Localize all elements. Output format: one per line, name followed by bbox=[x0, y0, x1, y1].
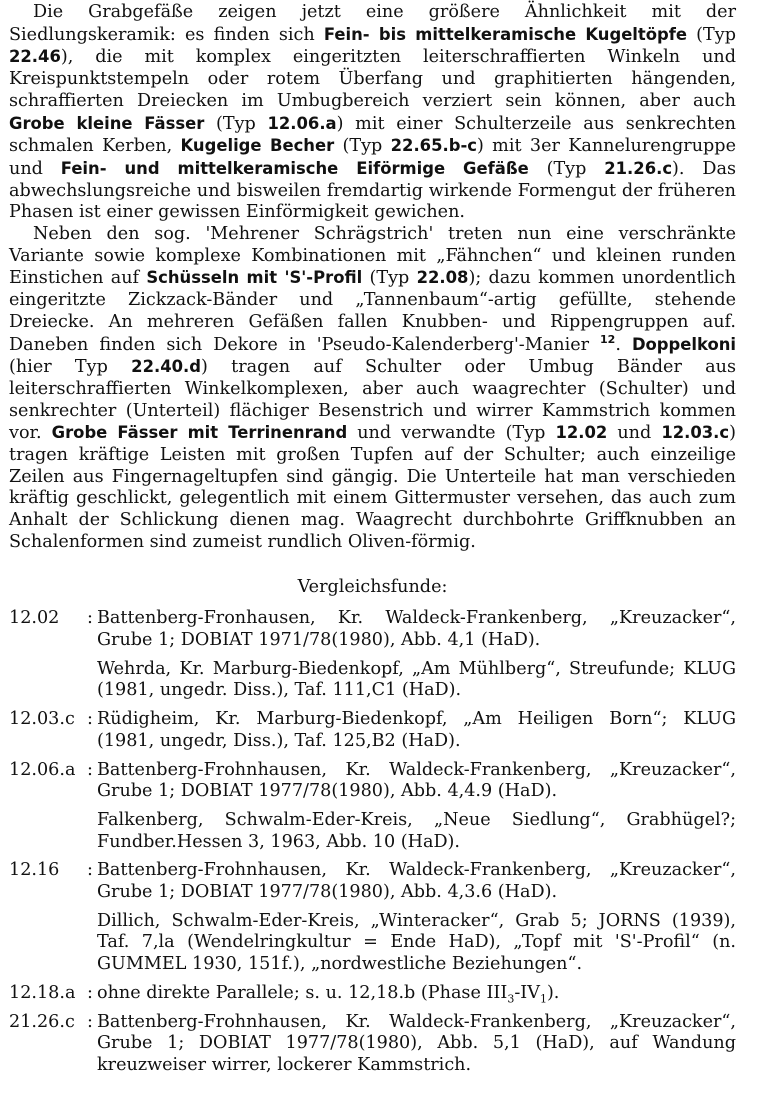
reference-line bbox=[97, 1012, 736, 1077]
text-run: (Typ bbox=[528, 158, 605, 179]
reference-line bbox=[97, 760, 736, 803]
comparison-entry bbox=[9, 709, 736, 752]
text-run: Battenberg-Frohnhausen, Kr. Waldeck-Frankenberg, „Kreuzacker“, Grube 1; DOBIAT 1977/78(1980), Abb. 5,1 (HaD), auf Wandung kreuzweiser wirrer, lockerer Kammstrich. bbox=[97, 1011, 736, 1075]
comparison-entry bbox=[9, 860, 736, 976]
separator-colon: : bbox=[87, 709, 93, 730]
text-run: ). Das abwechslungsreiche und bisweilen fremdartig wirkende Formengut der früheren Phasen ist einer gewissen Einförmigkeit gewichen. bbox=[9, 158, 736, 223]
entry-references bbox=[97, 983, 736, 1005]
section-heading: Vergleichsfunde: bbox=[297, 576, 448, 597]
text-run: Die Grabgefäße zeigen jetzt eine größere Ähnlichkeit mit der Siedlungskeramik: es finden sich bbox=[9, 2, 736, 45]
text-run: ) mit 3er Kannelurengruppe und bbox=[9, 136, 736, 179]
text-run: Falkenberg, Schwalm-Eder-Kreis, „Neue Siedlung“, Grabhügel?; Fundber.Hessen 3, 1963, Abb. 10 (HaD). bbox=[97, 809, 736, 852]
bold-term: Fein- und mittelkeramische Eiförmige Gefäße bbox=[60, 158, 529, 178]
paragraph bbox=[9, 224, 736, 554]
text-run: ohne direkte Parallele; s. u. 12,18.b (Phase III bbox=[97, 982, 508, 1003]
bold-term: Doppelkoni bbox=[631, 334, 737, 354]
text-run: ) tragen auf Schulter oder Umbug Bänder aus leiterschraffierten Winkelkomplexen, aber auch waagrechter (Schulter) und senkrechter (Unterteil) flächiger Besenstrich und wirrer Kammstrich kommen vor. bbox=[9, 357, 736, 444]
entry-references bbox=[97, 1012, 736, 1077]
type-number: 12.02 bbox=[9, 608, 60, 629]
bold-term: 22.46 bbox=[9, 47, 61, 67]
bold-term: Fein- bis mittelkeramische Kugeltöpfe bbox=[323, 24, 687, 44]
entry-references bbox=[97, 760, 736, 854]
text-run: und bbox=[607, 423, 662, 444]
text-run: Neben den sog. 'Mehrener Schrägstrich' treten nun eine verschränkte Variante sowie komplexe Kombinationen mit „Fähnchen“ und kleinen runden Einstichen auf bbox=[9, 224, 736, 289]
type-number: 12.03.c bbox=[9, 709, 75, 730]
reference-line bbox=[97, 709, 736, 752]
bold-term: Schüsseln mit 'S'-Profil bbox=[146, 268, 363, 288]
subscript: 1 bbox=[539, 992, 547, 1006]
comparison-list bbox=[9, 608, 736, 1076]
bold-term: 22.08 bbox=[416, 268, 469, 288]
text-run: . bbox=[615, 334, 632, 355]
text-run: ) mit einer Schulterzeile aus senkrechten schmalen Kerben, bbox=[9, 113, 736, 157]
bold-term: 22.65.b-c bbox=[390, 136, 477, 156]
text-run: Rüdigheim, Kr. Marburg-Biedenkopf, „Am Heiligen Born“; KLUG (1981, ungedr, Diss.), Taf. 125,B2 (HaD). bbox=[97, 709, 736, 751]
text-run: (Typ bbox=[334, 136, 391, 157]
text-run: Battenberg-Fronhausen, Kr. Waldeck-Frankenberg, „Kreuzacker“, Grube 1; DOBIAT 1971/78(1980), Abb. 4,1 (HaD). bbox=[97, 608, 736, 650]
bold-term: 12.06.a bbox=[267, 113, 337, 133]
bold-term: 21.26.c bbox=[604, 158, 673, 178]
subscript: 3 bbox=[507, 992, 515, 1006]
entry-references bbox=[97, 608, 736, 702]
footnote-ref: 12 bbox=[600, 332, 616, 346]
bold-term: Grobe Fässer mit Terrinenrand bbox=[51, 423, 348, 443]
text-run: -IV bbox=[514, 982, 540, 1003]
text-run: ) tragen kräftige Leisten mit großen Tupfen auf der Schulter; auch einzeilige Zeilen aus Fingernageltupfen sind gängig. Die Unterteile hat man verschieden kräftig geschlickt, gelegentlich mit einem Gittermuster versehen, das auch zum Anhalt der Schlickung dienen mag. Waagrecht durchbohrte Griffknubben an Schalenformen sind zumeist rundlich Oliven-förmig. bbox=[9, 423, 736, 552]
comparison-entry bbox=[9, 760, 736, 854]
entry-references bbox=[97, 709, 736, 752]
comparison-entry bbox=[9, 983, 736, 1005]
text-run: (Typ bbox=[687, 24, 736, 45]
separator-colon: : bbox=[87, 759, 93, 780]
bold-term: 12.03.c bbox=[661, 423, 730, 443]
text-run: Dillich, Schwalm-Eder-Kreis, „Winteracker“, Grab 5; JORNS (1939), Taf. 7,la (Wendelringkultur = Ende HaD), „Topf mit 'S'-Profil“ (n. GUMMEL 1930, 151f.), „nordwestliche Beziehungen“. bbox=[97, 910, 736, 975]
comparison-entry bbox=[9, 608, 736, 702]
document-page bbox=[9, 2, 736, 1084]
text-run: (Typ bbox=[362, 268, 417, 289]
text-run: ), die mit komplex eingeritzten leiterschraffierten Winkeln und Kreispunktstempeln oder rotem Überfang und graphitierten hängenden, schraffierten Dreiecken im Umbugbereich verziert sein können, aber auch bbox=[9, 47, 736, 111]
reference-line bbox=[97, 608, 736, 651]
bold-term: Grobe kleine Fässer bbox=[9, 113, 205, 133]
type-number: 12.06.a bbox=[9, 759, 76, 780]
bold-term: 22.40.d bbox=[131, 357, 201, 377]
text-run: Wehrda, Kr. Marburg-Biedenkopf, „Am Mühlberg“, Streufunde; KLUG (1981, ungedr. Diss.), Taf. 111,C1 (HaD). bbox=[97, 658, 736, 701]
bold-term: Kugelige Becher bbox=[180, 136, 335, 156]
reference-line bbox=[97, 911, 736, 976]
type-number: 12.16 bbox=[9, 860, 60, 881]
reference-line bbox=[97, 659, 736, 702]
type-number: 21.26.c bbox=[9, 1011, 75, 1032]
comparison-entry bbox=[9, 1012, 736, 1077]
reference-line bbox=[97, 983, 736, 1005]
separator-colon: : bbox=[87, 1011, 93, 1032]
text-run: und verwandte (Typ bbox=[347, 423, 556, 444]
text-run: Battenberg-Frohnhausen, Kr. Waldeck-Frankenberg, „Kreuzacker“, Grube 1; DOBIAT 1977/78(1980), Abb. 4,4.9 (HaD). bbox=[97, 759, 736, 802]
text-run: ); dazu kommen unordentlich eingeritzte Zickzack-Bänder und „Tannenbaum“-artig gefüllte, stehende Dreiecke. An mehreren Gefäßen fallen Knubben- und Rippengruppen auf. Daneben finden sich Dekore in 'Pseudo-Kalenderberg'-Manier bbox=[9, 268, 736, 355]
bold-term: 12.02 bbox=[555, 423, 608, 443]
text-run: Battenberg-Frohnhausen, Kr. Waldeck-Frankenberg, „Kreuzacker“, Grube 1; DOBIAT 1977/78(1980), Abb. 4,3.6 (HaD). bbox=[97, 860, 736, 903]
reference-line bbox=[97, 860, 736, 903]
separator-colon: : bbox=[87, 860, 93, 881]
text-run: ). bbox=[546, 982, 560, 1003]
type-number: 12.18.a bbox=[9, 982, 76, 1003]
paragraph bbox=[9, 2, 736, 224]
entry-references bbox=[97, 860, 736, 976]
body-text bbox=[9, 2, 736, 554]
reference-line bbox=[97, 810, 736, 853]
text-run: (hier Typ bbox=[9, 357, 132, 378]
text-run: (Typ bbox=[204, 113, 268, 134]
separator-colon: : bbox=[87, 982, 93, 1003]
separator-colon: : bbox=[87, 608, 93, 629]
